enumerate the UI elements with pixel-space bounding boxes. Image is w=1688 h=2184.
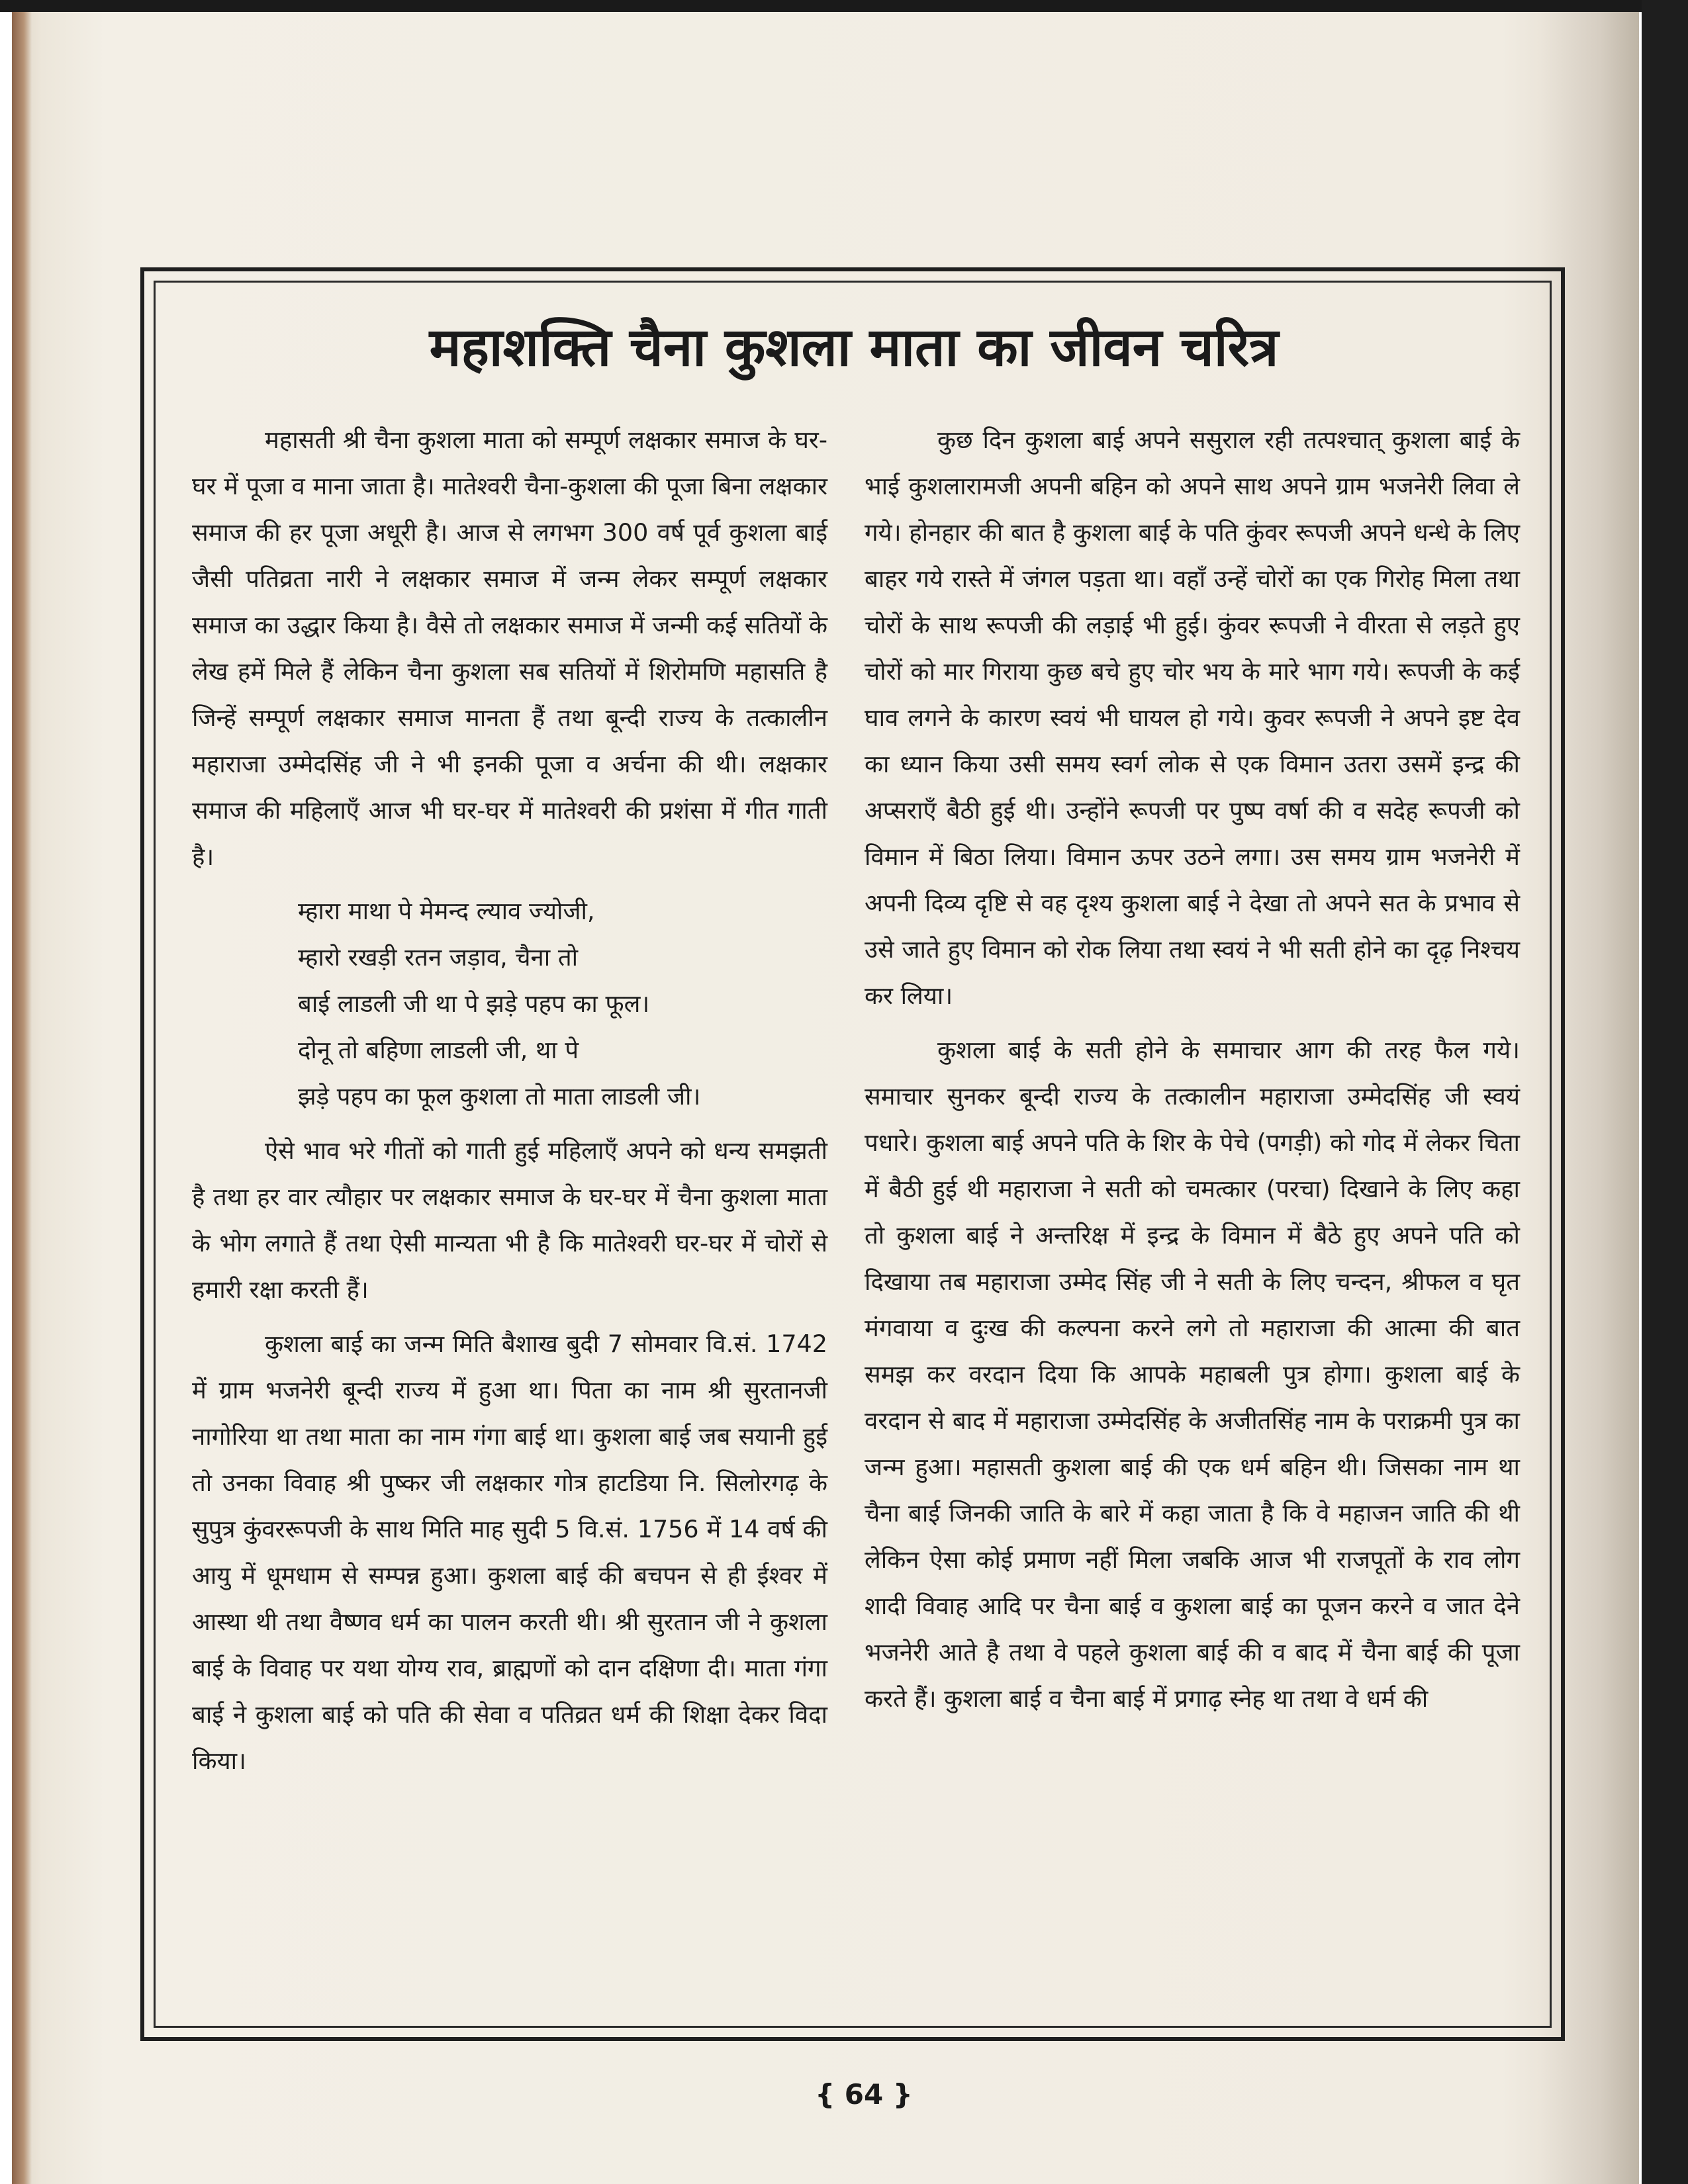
- scan-edge-right: [1642, 0, 1688, 2184]
- left-paragraph-intro: महासती श्री चैना कुशला माता को सम्पूर्ण लक्षकार समाज के घर-घर में पूजा व माना जाता है। मातेश्वरी चैना-कुशला की पूजा बिना लक्षकार समाज की हर पूजा अधूरी है। आज से लगभग 300 वर्ष पूर्व कुशला बाई जैसी पतिव्रता नारी ने लक्षकार समाज में जन्म लेकर सम्पूर्ण लक्षकार समाज का उद्धार किया है। वैसे तो लक्षकार समाज में जन्मी कई सतियों के लेख हमें मिले हैं लेकिन चैना कुशला सब सतियों में शिरोमणि महासति है जिन्हें सम्पूर्ण लक्षकार समाज मानता हैं तथा बून्दी राज्य के तत्कालीन महाराजा उम्मेदसिंह जी ने भी इनकी पूजा व अर्चना की थी। लक्षकार समाज की महिलाएँ आज भी घर-घर में मातेश्वरी की प्रशंसा में गीत गाती है।: [192, 426, 827, 871]
- article-title: महाशक्ति चैना कुशला माता का जीवन चरित्र: [429, 316, 1279, 378]
- folk-song: [192, 888, 827, 1120]
- folk-song-line: दोनू तो बहिणा लाडली जी, था पे: [298, 1036, 579, 1064]
- folk-song-line: म्हारा माथा पे मेमन्द ल्याव ज्योजी,: [298, 897, 595, 925]
- folk-song-line: झड़े पहप का फूल कुशला तो माता लाडली जी।: [298, 1082, 701, 1111]
- scan-edge-top: [0, 0, 1688, 12]
- right-paragraph-sati: कुशला बाई के सती होने के समाचार आग की तरह फैल गये। समाचार सुनकर बून्दी राज्य के तत्कालीन महाराजा उम्मेदसिंह जी स्वयं पधारे। कुशला बाई अपने पति के शिर के पेचे (पगड़ी) को गोद में लेकर चिता में बैठी हुई थी महाराजा ने सती को चमत्कार (परचा) दिखाने के लिए कहा तो कुशला बाई ने अन्तरिक्ष में इन्द्र के विमान में बैठे हुए अपने पति को दिखाया तब महाराजा उम्मेद सिंह जी ने सती के लिए चन्दन, श्रीफल व घृत मंगवाया व दुःख की कल्पना करने लगे तो महाराजा की आत्मा की बात समझ कर वरदान दिया कि आपके महाबली पुत्र होगा। कुशला बाई के वरदान से बाद में महाराजा उम्मेदसिंह के अजीतसिंह नाम के पराक्रमी पुत्र का जन्म हुआ। महासती कुशला बाई की एक धर्म बहिन थी। जिसका नाम था चैना बाई जिनकी जाति के बारे में कहा जाता है कि वे महाजन जाति की थी लेकिन ऐसा कोई प्रमाण नहीं मिला जबकि आज भी राजपूतों के राव लोग शादी विवाह आदि पर चैना बाई व कुशला बाई का पूजन करने व जात देने भजनेरी आते है तथा वे पहले कुशला बाई की व बाद में चैना बाई की पूजा करते हैं। कुशला बाई व चैना बाई में प्रगाढ़ स्नेह था तथा वे धर्म की: [865, 1036, 1520, 1713]
- book-binding: [12, 12, 32, 2184]
- right-column: [865, 417, 1520, 1722]
- right-paragraph-story: कुछ दिन कुशला बाई अपने ससुराल रही तत्पश्चात् कुशला बाई के भाई कुशलारामजी अपनी बहिन को अपने साथ अपने ग्राम भजनेरी लिवा ले गये। होनहार की बात है कुशला बाई के पति कुंवर रूपजी अपने धन्धे के लिए बाहर गये रास्ते में जंगल पड़ता था। वहाँ उन्हें चोरों का एक गिरोह मिला तथा चोरों के साथ रूपजी की लड़ाई भी हुई। कुंवर रूपजी ने वीरता से लड़ते हुए चोरों को मार गिराया कुछ बचे हुए चोर भय के मारे भाग गये। रूपजी के कई घाव लगने के कारण स्वयं भी घायल हो गये। कुवर रूपजी ने अपने इष्ट देव का ध्यान किया उसी समय स्वर्ग लोक से एक विमान उतरा उसमें इन्द्र की अप्सराएँ बैठी हुई थी। उन्होंने रूपजी पर पुष्प वर्षा की व सदेह रूपजी को विमान में बिठा लिया। विमान ऊपर उठने लगा। उस समय ग्राम भजनेरी में अपनी दिव्य दृष्टि से वह दृश्य कुशला बाई ने देखा तो अपने सत के प्रभाव से उसे जाते हुए विमान को रोक लिया तथा स्वयं ने भी सती होने का दृढ़ निश्चय कर लिया।: [865, 426, 1520, 1010]
- left-paragraph-songs: ऐसे भाव भरे गीतों को गाती हुई महिलाएँ अपने को धन्य समझती है तथा हर वार त्यौहार पर लक्षकार समाज के घर-घर में चैना कुशला माता के भोग लगाते हैं तथा ऐसी मान्यता भी है कि मातेश्वरी घर-घर में चोरों से हमारी रक्षा करती हैं।: [192, 1136, 827, 1304]
- left-paragraph-birth: कुशला बाई का जन्म मिति बैशाख बुदी 7 सोमवार वि.सं. 1742 में ग्राम भजनेरी बून्दी राज्य में हुआ था। पिता का नाम श्री सुरतानजी नागोरिया था तथा माता का नाम गंगा बाई था। कुशला बाई जब सयानी हुई तो उनका विवाह श्री पुष्कर जी लक्षकार गोत्र हाटडिया नि. सिलोरगढ़ के सुपुत्र कुंवररूपजी के साथ मिति माह सुदी 5 वि.सं. 1756 में 14 वर्ष की आयु में धूमधाम से सम्पन्न हुआ। कुशला बाई की बचपन से ही ईश्वर में आस्था थी तथा वैष्णव धर्म का पालन करती थी। श्री सुरतान जी ने कुशला बाई के विवाह पर यथा योग्य राव, ब्राह्मणों को दान दक्षिणा दी। माता गंगा बाई ने कुशला बाई को पति की सेवा व पतिव्रत धर्म की शिक्षा देकर विदा किया।: [192, 1330, 827, 1775]
- left-column: [192, 417, 827, 1784]
- folk-song-line: म्हारो रखड़ी रतन जड़ाव, चैना तो: [298, 943, 579, 972]
- folk-song-line: बाई लाडली जी था पे झड़े पहप का फूल।: [298, 989, 650, 1018]
- page-number: { 64 }: [815, 2078, 913, 2111]
